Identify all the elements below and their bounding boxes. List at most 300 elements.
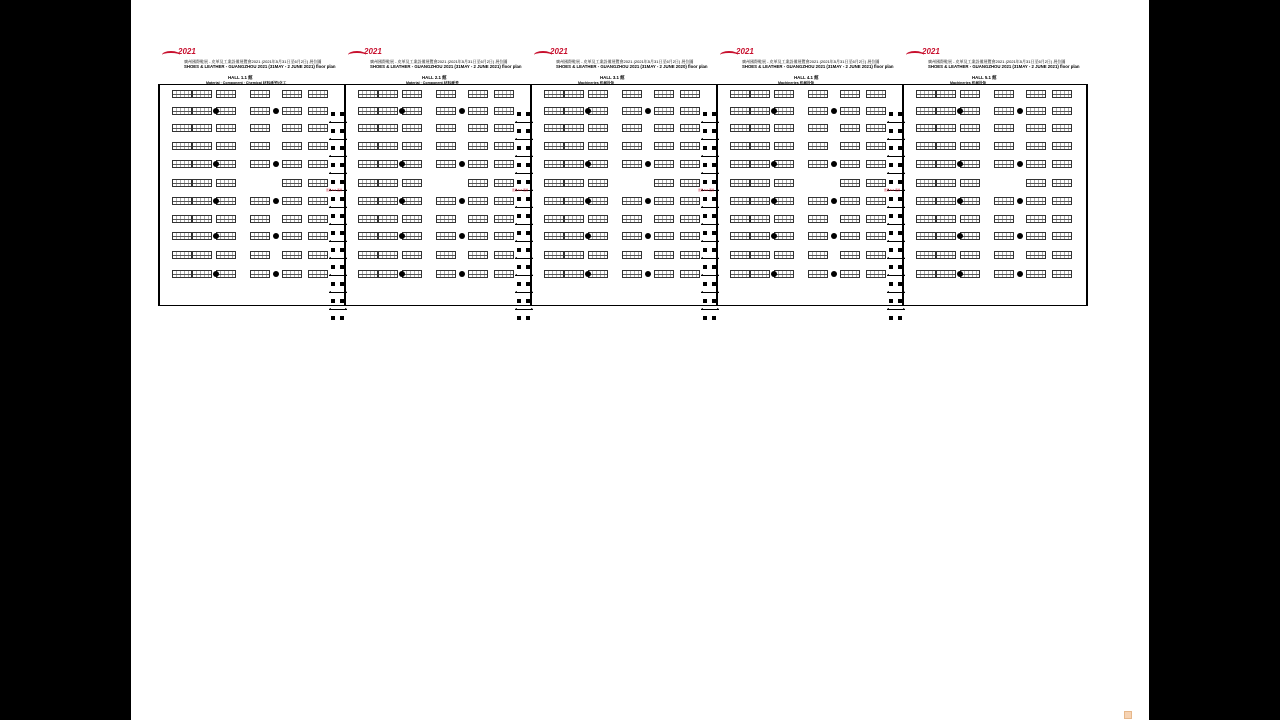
- booth-block: [436, 251, 456, 259]
- booth-block: [192, 197, 212, 205]
- booth-block: [960, 215, 980, 223]
- booth-block: [544, 124, 564, 132]
- hall-wall: [158, 84, 160, 306]
- booth-block: [192, 107, 212, 115]
- booth-block: [916, 90, 936, 98]
- pillar-dot-icon: [399, 271, 405, 277]
- pillar-icon: [331, 282, 335, 286]
- hall-label: HALL 1.1 館: [228, 75, 253, 80]
- booth-block: [866, 197, 886, 205]
- booth-block: [378, 215, 398, 223]
- booth-block: [730, 251, 750, 259]
- booth-block: [544, 197, 564, 205]
- booth-block: [916, 270, 936, 278]
- booth-block: [808, 124, 828, 132]
- booth-block: [172, 124, 192, 132]
- booth-block: [994, 215, 1014, 223]
- booth-block: [622, 197, 642, 205]
- booth-block: [564, 179, 584, 187]
- booth-block: [654, 107, 674, 115]
- booth-block: [282, 215, 302, 223]
- booth-block: [216, 251, 236, 259]
- booth-block: [1026, 270, 1046, 278]
- pillar-icon: [889, 265, 893, 269]
- booth-block: [730, 179, 750, 187]
- booth-block: [468, 160, 488, 168]
- booth-block: [494, 197, 514, 205]
- booth-block: [960, 124, 980, 132]
- booth-block: [216, 107, 236, 115]
- booth-block: [588, 160, 608, 168]
- viewer-corner-icon[interactable]: [1124, 711, 1132, 719]
- booth-block: [960, 232, 980, 240]
- pillar-icon: [331, 197, 335, 201]
- booth-block: [808, 160, 828, 168]
- booth-block: [680, 124, 700, 132]
- booth-block: [172, 251, 192, 259]
- pillar-icon: [889, 129, 893, 133]
- plan-title-cn: 廣州國際鞋展 - 皮革及工業設備展覽會2021 (2021年5月31日至6月2日) 展位圖: [742, 59, 880, 64]
- booth-block: [588, 107, 608, 115]
- booth-block: [994, 160, 1014, 168]
- pillar-icon: [331, 112, 335, 116]
- booth-block: [730, 215, 750, 223]
- booth-block: [750, 179, 770, 187]
- booth-block: [1026, 90, 1046, 98]
- booth-block: [378, 270, 398, 278]
- pillar-icon: [703, 299, 707, 303]
- hall-wall: [902, 84, 904, 306]
- booth-block: [994, 90, 1014, 98]
- pillar-dot-icon: [771, 108, 777, 114]
- booth-block: [494, 251, 514, 259]
- pillar-icon: [712, 316, 716, 320]
- pillar-dot-icon: [273, 198, 279, 204]
- pillar-dot-icon: [957, 198, 963, 204]
- booth-block: [1052, 270, 1072, 278]
- pillar-icon: [889, 112, 893, 116]
- pillar-icon: [889, 163, 893, 167]
- booth-block: [402, 197, 422, 205]
- booth-block: [358, 215, 378, 223]
- booth-block: [308, 90, 328, 98]
- booth-block: [308, 232, 328, 240]
- booth-block: [1052, 232, 1072, 240]
- plan-title-en: SHOES & LEATHER - GUANGZHOU 2021 (31MAY - 2 JUNE 2021) floor plan: [184, 64, 336, 69]
- pillar-icon: [331, 265, 335, 269]
- booth-block: [840, 232, 860, 240]
- booth-block: [308, 270, 328, 278]
- booth-block: [994, 107, 1014, 115]
- booth-block: [402, 107, 422, 115]
- booth-block: [216, 179, 236, 187]
- booth-block: [172, 142, 192, 150]
- pillar-icon: [517, 163, 521, 167]
- booth-block: [378, 197, 398, 205]
- booth-block: [436, 197, 456, 205]
- booth-block: [564, 251, 584, 259]
- booth-block: [282, 124, 302, 132]
- booth-block: [494, 124, 514, 132]
- booth-block: [282, 197, 302, 205]
- category-label: Machineries 机械设备: [778, 81, 815, 85]
- booth-block: [282, 142, 302, 150]
- pillar-dot-icon: [213, 161, 219, 167]
- fair-logo: [534, 49, 574, 59]
- category-label: Machineries 机械设备: [950, 81, 987, 85]
- booth-block: [358, 232, 378, 240]
- booth-block: [378, 124, 398, 132]
- booth-block: [494, 90, 514, 98]
- floor-plan-strip: [158, 48, 1084, 310]
- pillar-dot-icon: [399, 161, 405, 167]
- pillar-icon: [889, 316, 893, 320]
- booth-block: [936, 197, 956, 205]
- booth-block: [750, 197, 770, 205]
- booth-block: [866, 160, 886, 168]
- booth-block: [654, 270, 674, 278]
- pillar-dot-icon: [957, 108, 963, 114]
- booth-block: [622, 215, 642, 223]
- booth-block: [774, 215, 794, 223]
- booth-block: [402, 215, 422, 223]
- booth-block: [960, 179, 980, 187]
- booth-block: [436, 142, 456, 150]
- booth-block: [1052, 179, 1072, 187]
- pillar-dot-icon: [645, 198, 651, 204]
- logo-year: 2021: [550, 47, 568, 56]
- booth-block: [468, 142, 488, 150]
- booth-block: [544, 142, 564, 150]
- pillar-icon: [331, 299, 335, 303]
- booth-block: [750, 107, 770, 115]
- pillar-icon: [517, 129, 521, 133]
- booth-block: [378, 232, 398, 240]
- pillar-dot-icon: [831, 161, 837, 167]
- pillar-dot-icon: [771, 271, 777, 277]
- booth-block: [564, 270, 584, 278]
- booth-block: [468, 251, 488, 259]
- pillar-dot-icon: [213, 198, 219, 204]
- booth-block: [250, 124, 270, 132]
- pillar-icon: [517, 248, 521, 252]
- hall-label: HALL 3.1 館: [600, 75, 625, 80]
- booth-block: [622, 142, 642, 150]
- booth-block: [402, 124, 422, 132]
- booth-block: [622, 107, 642, 115]
- pillar-dot-icon: [957, 233, 963, 239]
- booth-block: [680, 107, 700, 115]
- booth-block: [730, 90, 750, 98]
- pillar-icon: [517, 146, 521, 150]
- booth-block: [840, 90, 860, 98]
- booth-block: [840, 107, 860, 115]
- booth-block: [172, 179, 192, 187]
- booth-block: [402, 179, 422, 187]
- booth-block: [544, 215, 564, 223]
- booth-block: [588, 124, 608, 132]
- booth-block: [622, 124, 642, 132]
- booth-block: [436, 232, 456, 240]
- pillar-icon: [331, 146, 335, 150]
- booth-block: [1026, 215, 1046, 223]
- booth-block: [250, 232, 270, 240]
- pillar-dot-icon: [459, 161, 465, 167]
- booth-block: [250, 215, 270, 223]
- pillar-icon: [703, 129, 707, 133]
- booth-block: [750, 251, 770, 259]
- pillar-icon: [517, 316, 521, 320]
- pillar-dot-icon: [645, 161, 651, 167]
- booth-block: [378, 251, 398, 259]
- aisle-label: 通道 Exit 通道: [698, 189, 715, 192]
- booth-block: [564, 142, 584, 150]
- booth-block: [936, 179, 956, 187]
- pillar-icon: [517, 231, 521, 235]
- pillar-dot-icon: [213, 271, 219, 277]
- booth-block: [250, 90, 270, 98]
- pillar-icon: [889, 146, 893, 150]
- booth-block: [808, 107, 828, 115]
- booth-block: [994, 270, 1014, 278]
- pillar-icon: [703, 248, 707, 252]
- pillar-dot-icon: [1017, 198, 1023, 204]
- booth-block: [622, 232, 642, 240]
- booth-block: [654, 142, 674, 150]
- booth-block: [680, 142, 700, 150]
- pillar-icon: [889, 180, 893, 184]
- booth-block: [936, 124, 956, 132]
- pillar-icon: [331, 248, 335, 252]
- pillar-dot-icon: [645, 271, 651, 277]
- pillar-dot-icon: [645, 233, 651, 239]
- booth-block: [936, 107, 956, 115]
- booth-block: [994, 124, 1014, 132]
- booth-block: [468, 107, 488, 115]
- booth-block: [750, 160, 770, 168]
- booth-block: [192, 124, 212, 132]
- booth-block: [936, 270, 956, 278]
- booth-block: [960, 270, 980, 278]
- booth-block: [808, 142, 828, 150]
- plan-title-en: SHOES & LEATHER - GUANGZHOU 2021 (31MAY - 2 JUNE 2021) floor plan: [742, 64, 894, 69]
- booth-block: [936, 215, 956, 223]
- booth-block: [680, 215, 700, 223]
- category-label: Material · Component · Chemical 材料/配件/化工: [206, 81, 287, 85]
- booth-block: [840, 251, 860, 259]
- pillar-icon: [331, 163, 335, 167]
- plan-title-cn: 廣州國際鞋展 - 皮革及工業設備展覽會2021 (2021年5月31日至6月2日) 展位圖: [370, 59, 508, 64]
- booth-block: [960, 197, 980, 205]
- booth-block: [282, 90, 302, 98]
- booth-block: [1026, 179, 1046, 187]
- booth-block: [1026, 251, 1046, 259]
- booth-block: [282, 232, 302, 240]
- booth-block: [564, 215, 584, 223]
- booth-block: [680, 90, 700, 98]
- booth-block: [282, 160, 302, 168]
- pillar-icon: [517, 180, 521, 184]
- pillar-dot-icon: [585, 108, 591, 114]
- booth-block: [774, 251, 794, 259]
- pillar-dot-icon: [459, 108, 465, 114]
- category-label: Machineries 机械设备: [578, 81, 615, 85]
- booth-block: [808, 197, 828, 205]
- pillar-dot-icon: [1017, 108, 1023, 114]
- pillar-icon: [517, 112, 521, 116]
- booth-block: [750, 215, 770, 223]
- booth-block: [916, 107, 936, 115]
- booth-block: [282, 179, 302, 187]
- booth-block: [866, 124, 886, 132]
- booth-block: [216, 270, 236, 278]
- booth-block: [1026, 124, 1046, 132]
- logo-year: 2021: [922, 47, 940, 56]
- booth-block: [1052, 215, 1072, 223]
- booth-block: [216, 124, 236, 132]
- booth-block: [378, 179, 398, 187]
- booth-block: [1026, 142, 1046, 150]
- booth-block: [916, 197, 936, 205]
- booth-block: [358, 142, 378, 150]
- booth-block: [192, 251, 212, 259]
- booth-block: [358, 107, 378, 115]
- plan-header: [902, 48, 1088, 84]
- pillar-icon: [703, 146, 707, 150]
- plan-title-cn: 廣州國際鞋展 - 皮革及工業設備展覽會2021 (2021年5月31日至6月2日) 展位圖: [184, 59, 322, 64]
- floor-plan-3: [530, 48, 716, 310]
- pillar-icon: [703, 214, 707, 218]
- booth-block: [192, 142, 212, 150]
- booth-block: [622, 270, 642, 278]
- booth-block: [192, 160, 212, 168]
- pillar-icon: [889, 231, 893, 235]
- booth-block: [588, 142, 608, 150]
- pillar-dot-icon: [459, 233, 465, 239]
- booth-block: [172, 215, 192, 223]
- booth-block: [436, 124, 456, 132]
- booth-block: [308, 251, 328, 259]
- pillar-dot-icon: [645, 108, 651, 114]
- booth-block: [588, 215, 608, 223]
- booth-block: [308, 179, 328, 187]
- booth-block: [654, 160, 674, 168]
- booth-block: [192, 215, 212, 223]
- booth-block: [402, 251, 422, 259]
- booth-block: [402, 160, 422, 168]
- pillar-dot-icon: [213, 108, 219, 114]
- booth-block: [994, 197, 1014, 205]
- booth-block: [680, 251, 700, 259]
- booth-block: [750, 232, 770, 240]
- booth-block: [866, 179, 886, 187]
- booth-block: [588, 179, 608, 187]
- booth-block: [840, 160, 860, 168]
- booth-block: [654, 232, 674, 240]
- pillar-dot-icon: [459, 271, 465, 277]
- pillar-icon: [331, 180, 335, 184]
- booth-block: [468, 90, 488, 98]
- booth-block: [172, 90, 192, 98]
- booth-block: [564, 197, 584, 205]
- pillar-dot-icon: [273, 271, 279, 277]
- pillar-dot-icon: [585, 198, 591, 204]
- booth-block: [402, 90, 422, 98]
- pillar-icon: [517, 197, 521, 201]
- floor-plan-4: [716, 48, 902, 310]
- fair-logo: [162, 49, 202, 59]
- hall-label: HALL 5.1 館: [972, 75, 997, 80]
- booth-block: [730, 270, 750, 278]
- booth-block: [730, 142, 750, 150]
- booth-block: [172, 160, 192, 168]
- pillar-icon: [703, 197, 707, 201]
- booth-block: [358, 179, 378, 187]
- booth-block: [192, 232, 212, 240]
- booth-block: [172, 107, 192, 115]
- booth-block: [378, 90, 398, 98]
- booth-block: [544, 232, 564, 240]
- pillar-icon: [703, 316, 707, 320]
- pillar-icon: [703, 112, 707, 116]
- booth-block: [544, 160, 564, 168]
- booth-block: [216, 197, 236, 205]
- booth-block: [544, 270, 564, 278]
- booth-block: [750, 142, 770, 150]
- pillar-icon: [703, 265, 707, 269]
- pillar-icon: [517, 265, 521, 269]
- pillar-dot-icon: [1017, 161, 1023, 167]
- booth-block: [358, 197, 378, 205]
- pillar-icon: [517, 282, 521, 286]
- booth-block: [468, 232, 488, 240]
- booth-block: [960, 160, 980, 168]
- floor-plan-1: [158, 48, 344, 310]
- booth-block: [216, 232, 236, 240]
- pillar-icon: [703, 231, 707, 235]
- floor-plan-2: [344, 48, 530, 310]
- booth-block: [840, 179, 860, 187]
- booth-block: [402, 142, 422, 150]
- booth-block: [1052, 251, 1072, 259]
- booth-block: [544, 179, 564, 187]
- booth-block: [216, 160, 236, 168]
- booth-block: [1052, 90, 1072, 98]
- booth-block: [282, 107, 302, 115]
- booth-block: [916, 160, 936, 168]
- booth-block: [866, 142, 886, 150]
- booth-block: [358, 160, 378, 168]
- plan-header: [158, 48, 344, 84]
- booth-block: [250, 160, 270, 168]
- booth-block: [622, 90, 642, 98]
- pillar-dot-icon: [399, 233, 405, 239]
- booth-block: [250, 142, 270, 150]
- booth-block: [216, 90, 236, 98]
- booth-block: [494, 160, 514, 168]
- pillar-dot-icon: [459, 198, 465, 204]
- booth-block: [192, 270, 212, 278]
- pillar-dot-icon: [771, 233, 777, 239]
- booth-block: [750, 124, 770, 132]
- booth-block: [468, 215, 488, 223]
- booth-block: [774, 270, 794, 278]
- booth-block: [358, 124, 378, 132]
- booth-block: [808, 215, 828, 223]
- booth-block: [468, 179, 488, 187]
- logo-year: 2021: [736, 47, 754, 56]
- pillar-dot-icon: [399, 108, 405, 114]
